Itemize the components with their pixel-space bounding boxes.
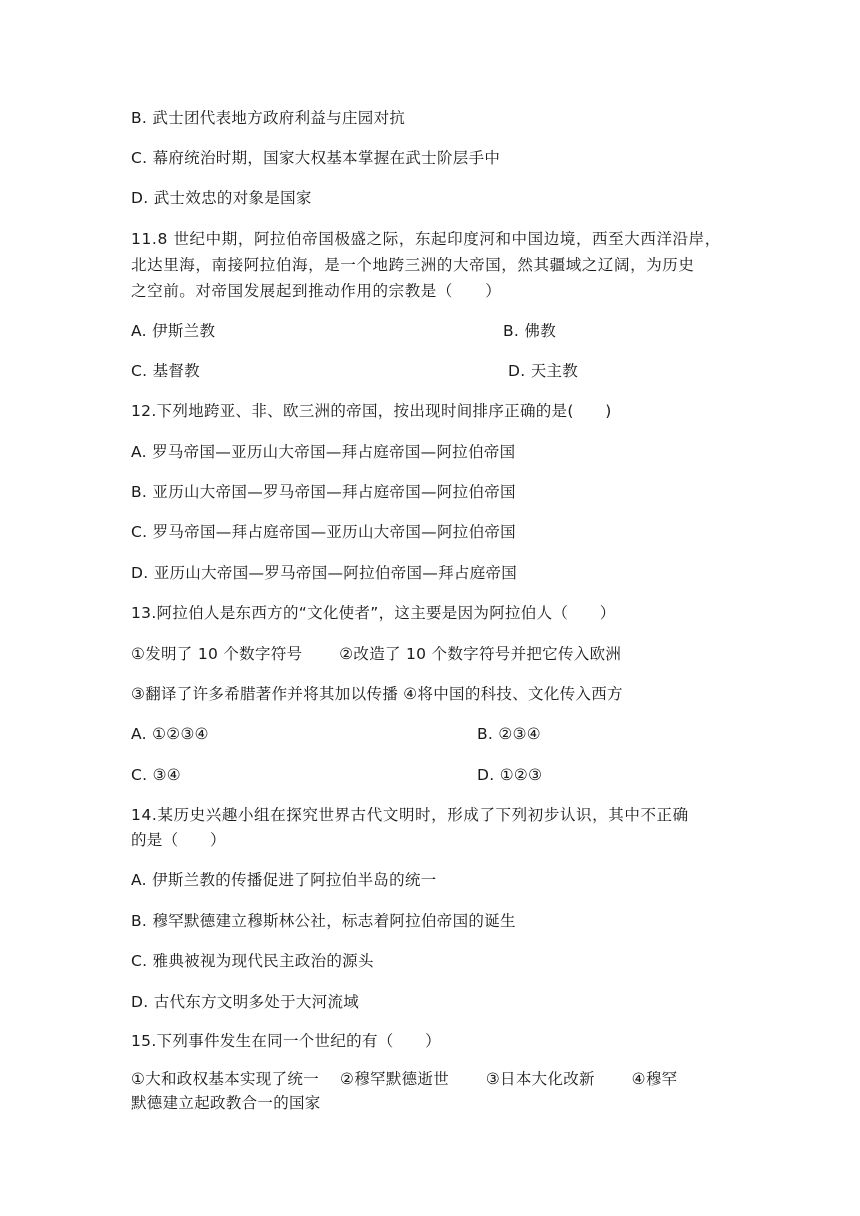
q14-option-c: C. 雅典被视为现代民主政治的源头 [131,952,374,970]
q12-option-d: D. 亚历山大帝国—罗马帝国—阿拉伯帝国—拜占庭帝国 [131,564,518,582]
q15-stem: 15.下列事件发生在同一个世纪的有（ ） [131,1032,441,1050]
q13-stem: 13.阿拉伯人是东西方的“文化使者”，这主要是因为阿拉伯人（ ） [131,604,616,622]
q10-option-b: B. 武士团代表地方政府利益与庄园对抗 [131,109,406,127]
q11-option-d: D. 天主教 [508,362,579,380]
q14-option-d: D. 古代东方文明多处于大河流域 [131,993,360,1011]
q12-option-a: A. 罗马帝国—亚历山大帝国—拜占庭帝国—阿拉伯帝国 [131,443,516,461]
q11-option-a: A. 伊斯兰教 [131,322,216,340]
q14-stem-line-1: 14.某历史兴趣小组在探究世界古代文明时，形成了下列初步认识，其中不正确 [131,806,689,824]
q15-items-line-2: 默德建立起政教合一的国家 [131,1094,321,1112]
q15-items-line-1: ①大和政权基本实现了统一 ②穆罕默德逝世 ③日本大化改新 ④穆罕 [131,1070,678,1088]
q14-option-b: B. 穆罕默德建立穆斯林公社，标志着阿拉伯帝国的诞生 [131,912,516,930]
q11-stem-line-3: 之空前。对帝国发展起到推动作用的宗教是（ ） [131,282,502,300]
q12-option-c: C. 罗马帝国—拜占庭帝国—亚历山大帝国—阿拉伯帝国 [131,523,516,541]
q14-option-a: A. 伊斯兰教的传播促进了阿拉伯半岛的统一 [131,871,437,889]
q13-option-c: C. ③④ [131,766,181,784]
q14-stem-line-2: 的是（ ） [131,831,226,849]
q13-option-b: B. ②③④ [477,725,541,743]
q11-option-c: C. 基督教 [131,362,200,380]
q11-option-b: B. 佛教 [503,322,556,340]
q13-option-a: A. ①②③④ [131,725,209,743]
q11-stem-line-1: 11.8 世纪中期，阿拉伯帝国极盛之际，东起印度河和中国边境，西至大西洋沿岸， [131,230,721,248]
q13-items-line-2: ③翻译了许多希腊著作并将其加以传播 ④将中国的科技、文化传入西方 [131,685,623,703]
q13-items-line-1: ①发明了 10 个数字符号 ②改造了 10 个数字符号并把它传入欧洲 [131,645,622,663]
q10-option-d: D. 武士效忠的对象是国家 [131,189,312,207]
q12-option-b: B. 亚历山大帝国—罗马帝国—拜占庭帝国—阿拉伯帝国 [131,483,516,501]
q12-stem: 12.下列地跨亚、非、欧三洲的帝国，按出现时间排序正确的是( ) [131,402,612,420]
q11-stem-line-2: 北达里海，南接阿拉伯海，是一个地跨三洲的大帝国，然其疆域之辽阔，为历史 [131,256,695,274]
q10-option-c: C. 幕府统治时期，国家大权基本掌握在武士阶层手中 [131,149,501,167]
q13-option-d: D. ①②③ [477,766,543,784]
